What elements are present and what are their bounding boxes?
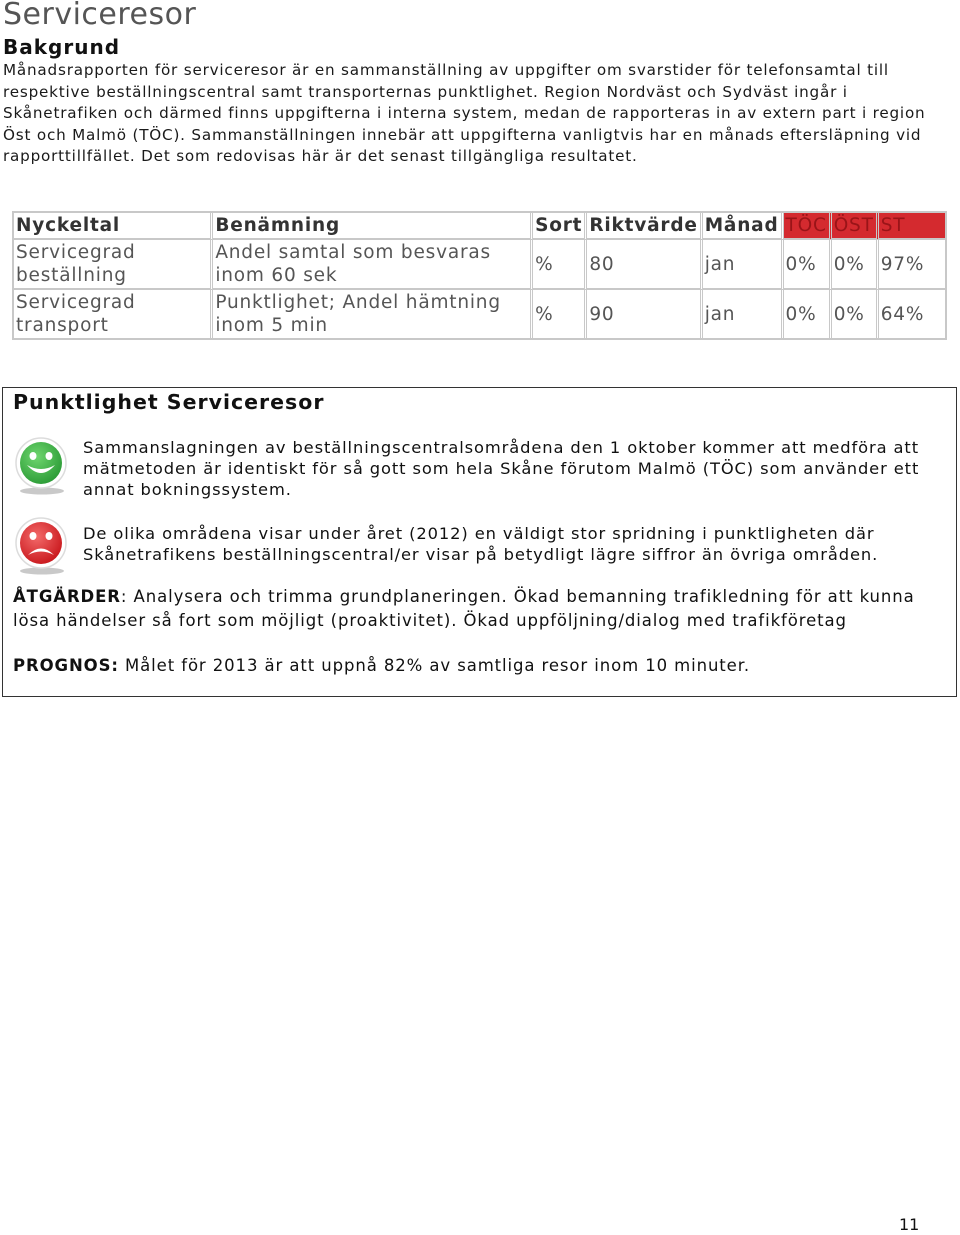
cell-ost: 0%: [832, 240, 879, 290]
table-row: [14, 240, 945, 290]
cell-manad: jan: [703, 290, 784, 338]
forecast-text: Målet för 2013 är att uppnå 82% av samtliga resor inom 10 minuter.: [118, 656, 751, 675]
kpi-table: [12, 211, 947, 340]
cell-riktvarde: 90: [587, 290, 702, 338]
header-nyckeltal: Nyckeltal: [14, 213, 213, 240]
actions-paragraph: [13, 585, 953, 633]
intro-paragraph: Månadsrapporten för serviceresor är en sammanställning av uppgifter om svarstider för telefonsamtal till respektive beställningscentral samt transporternas punktlighet. Region Nordväst och Sydväst ingår i Skånetrafiken och därmed finns uppgifterna i interna system, medan de rapporteras in av extern part i region Öst och Malmö (TÖC). Sammanställningen innebär att uppgifterna vanligtvis har en månads eftersläpning vid rapporttillfället. Det som redovisas här är det senast tillgängliga resultatet.: [3, 61, 926, 165]
actions-label: ÅTGÄRDER: [13, 587, 121, 606]
table-row: [14, 290, 945, 338]
cell-toc: 0%: [784, 290, 832, 338]
cell-sort: %: [533, 240, 587, 290]
cell-riktvarde: 80: [587, 240, 702, 290]
page-number: 11: [899, 1215, 920, 1234]
header-sort: Sort: [533, 213, 587, 240]
header-st: ST: [879, 213, 945, 240]
cell-ost: 0%: [832, 290, 879, 338]
header-riktvarde: Riktvärde: [587, 213, 702, 240]
happy-smiley-icon: [12, 436, 72, 496]
cell-toc: 0%: [784, 240, 832, 290]
cell-benamning: Andel samtal som besvaras inom 60 sek: [213, 240, 533, 290]
header-benamning: Benämning: [213, 213, 533, 240]
header-manad: Månad: [703, 213, 784, 240]
cell-sort: %: [533, 290, 587, 338]
punktlighet-box: [2, 387, 957, 697]
header-toc: TÖC: [784, 213, 832, 240]
actions-text: : Analysera och trimma grundplaneringen. Ökad bemanning trafikledning för att kunna lösa händelser så fort som möjligt (proaktivitet). Ökad uppföljning/dialog med trafikföretag: [13, 587, 915, 630]
cell-st: 97%: [879, 240, 945, 290]
sad-smiley-icon: [12, 516, 72, 576]
header-ost: ÖST: [832, 213, 879, 240]
forecast-label: PROGNOS:: [13, 656, 119, 675]
punktlighet-title: Punktlighet Serviceresor: [13, 390, 325, 414]
page-title: Serviceresor: [3, 0, 197, 32]
forecast-paragraph: [13, 654, 953, 678]
cell-manad: jan: [703, 240, 784, 290]
cell-benamning: Punktlighet; Andel hämtning inom 5 min: [213, 290, 533, 338]
status-text-negative: De olika områdena visar under året (2012) en väldigt stor spridning i punktligheten där Skånetrafikens beställningscentral/er visar på betydligt lägre siffror än övriga områden.: [83, 524, 879, 564]
cell-st: 64%: [880, 303, 925, 325]
status-text-positive: Sammanslagningen av beställningscentralsområdena den 1 oktober kommer att medföra att mätmetoden är identiskt för så gott som hela Skåne förutom Malmö (TÖC) som använder ett annat bokningssystem.: [83, 438, 920, 499]
table-header-row: [14, 213, 945, 240]
section-heading-bakgrund: Bakgrund: [3, 35, 121, 59]
cell-nyckeltal: Servicegrad transport: [14, 290, 213, 338]
cell-nyckeltal: Servicegrad beställning: [14, 240, 213, 290]
